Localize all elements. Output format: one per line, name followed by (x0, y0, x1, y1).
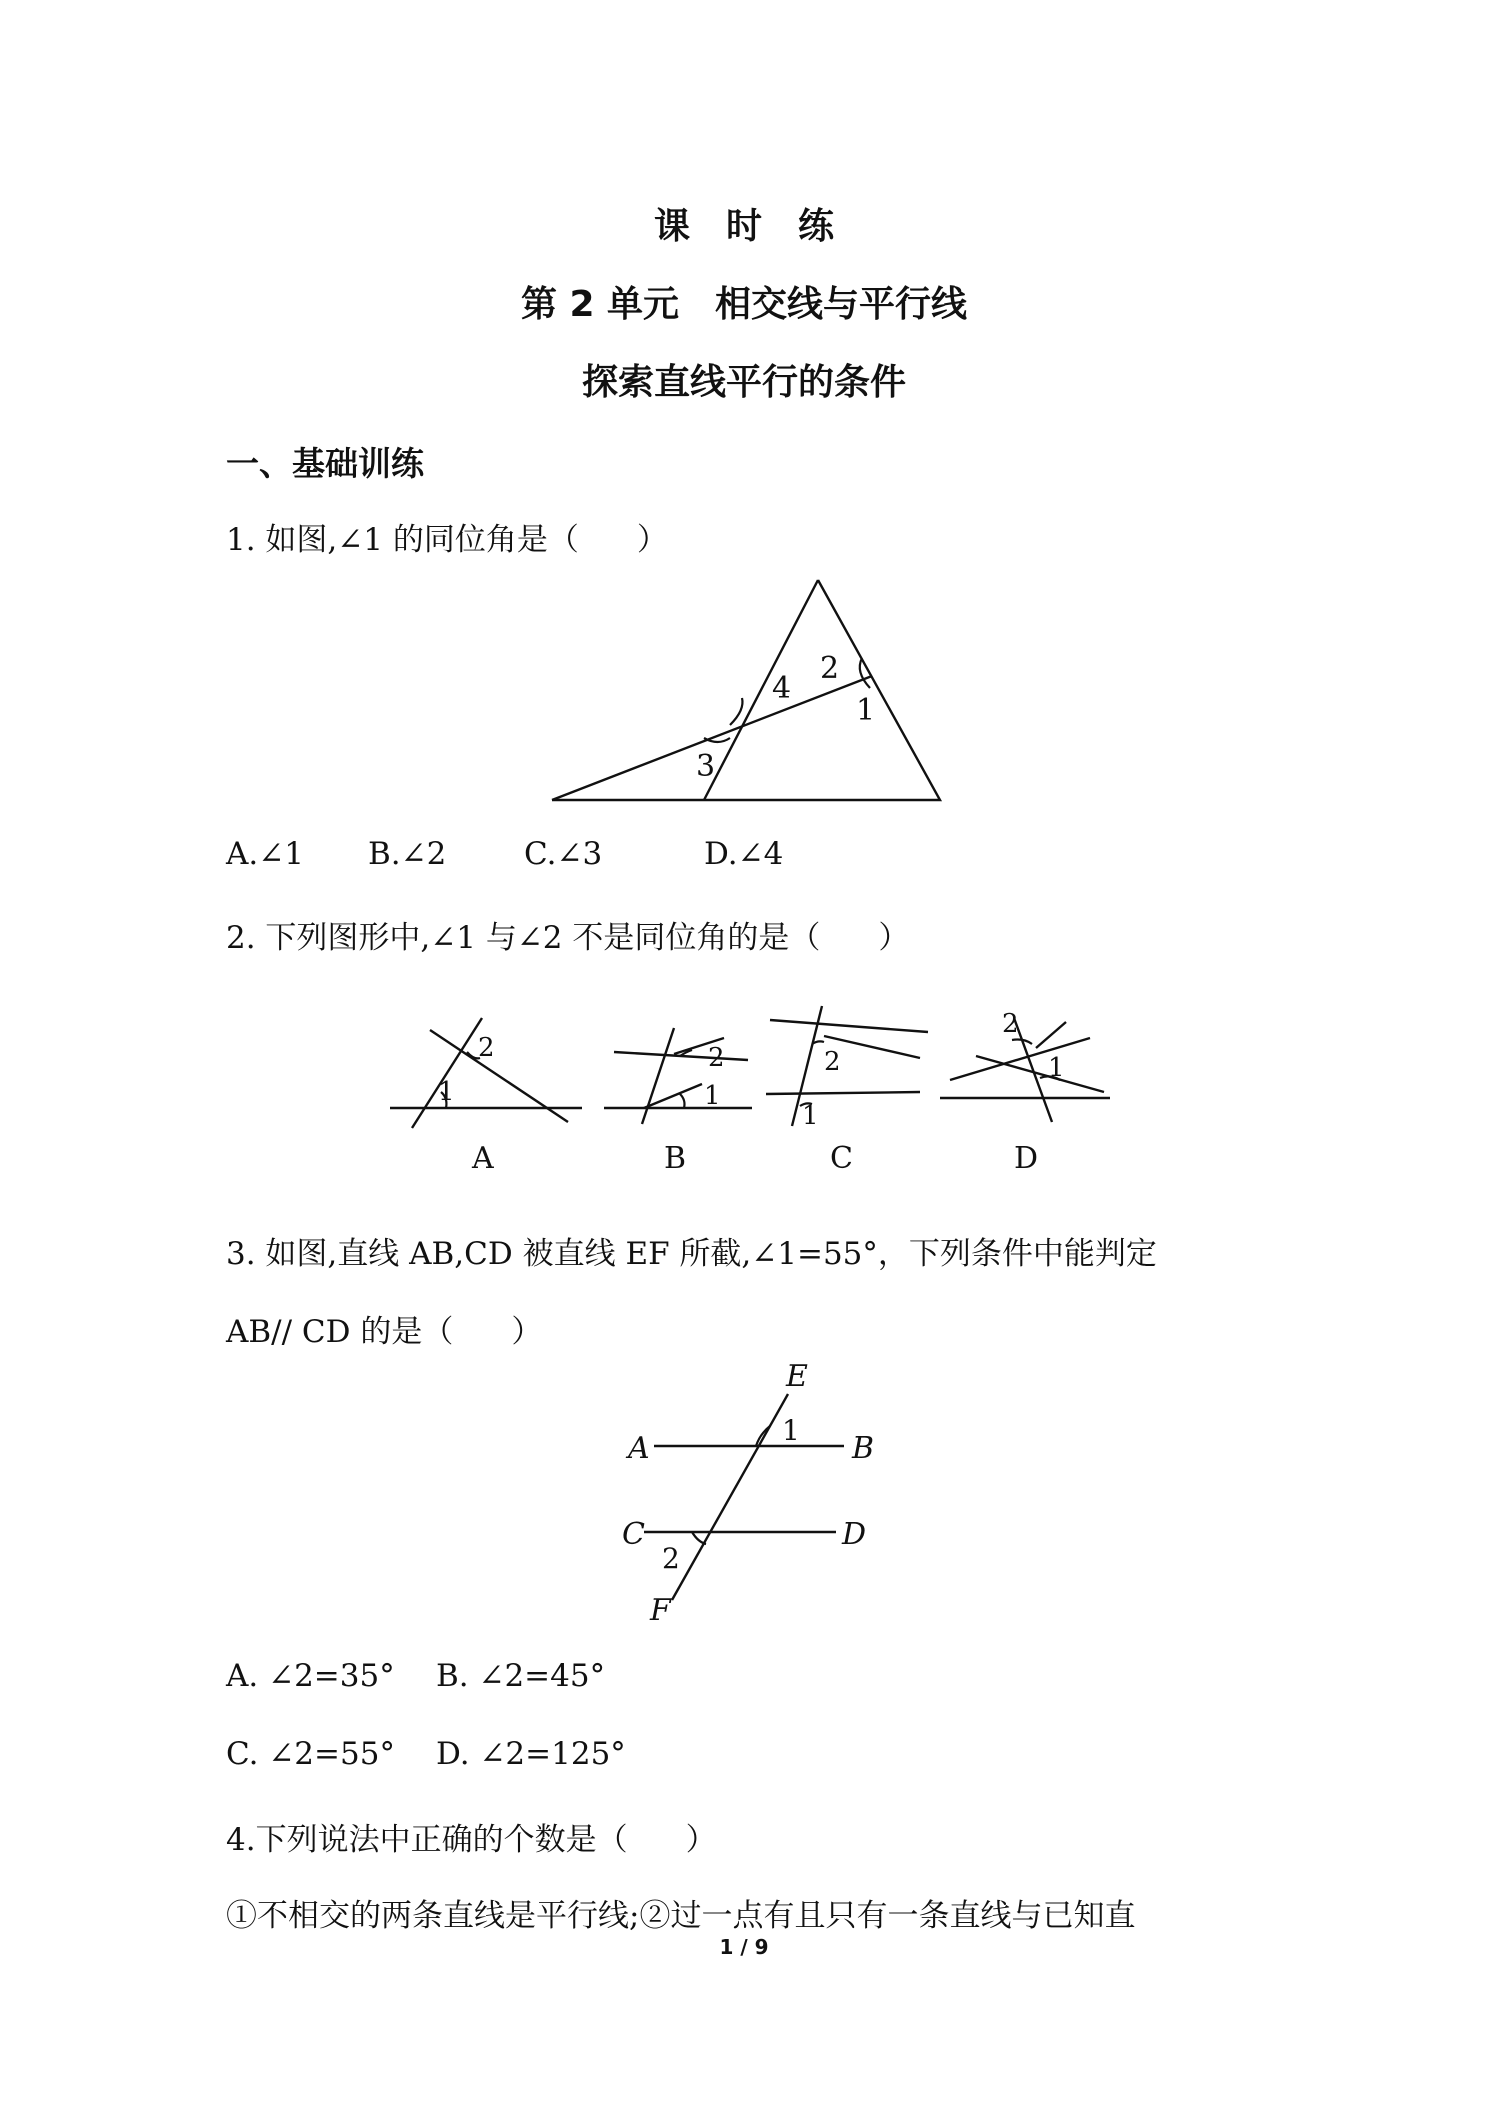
fig-c-label-1: 1 (802, 1101, 819, 1131)
question-4-line2: ①不相交的两条直线是平行线;②过一点有且只有一条直线与已知直 (226, 1898, 1136, 1934)
triangle-outline (552, 580, 940, 800)
fig-d-label-2: 2 (1002, 1009, 1019, 1039)
q3-option-a[interactable]: A. ∠2=35° (226, 1658, 395, 1694)
label-3: 3 (696, 749, 716, 784)
question-1-stem: 1. 如图,∠1 的同位角是（ ） (226, 522, 668, 558)
question-2-figure-c (762, 1000, 962, 1180)
question-2-figure-d (940, 1000, 1140, 1180)
fig-a-label-1: 1 (438, 1077, 455, 1107)
angle-1-label: 1 (782, 1414, 800, 1447)
fig-c-caption: C (830, 1141, 853, 1176)
label-2: 2 (820, 651, 840, 686)
label-4: 4 (772, 671, 792, 706)
point-a: A (628, 1431, 650, 1466)
q3-option-b[interactable]: B. ∠2=45° (436, 1658, 606, 1694)
point-d: D (842, 1517, 867, 1552)
question-3-stem-line1: 3. 如图,直线 AB,CD 被直线 EF 所截,∠1=55°，下列条件中能判定 (226, 1236, 1157, 1272)
fig-b-label-2: 2 (708, 1043, 725, 1073)
q1-option-b[interactable]: B.∠2 (368, 836, 447, 872)
point-f: F (650, 1593, 671, 1628)
question-2-stem: 2. 下列图形中,∠1 与∠2 不是同位角的是（ ） (226, 920, 910, 956)
q3-option-c[interactable]: C. ∠2=55° (226, 1736, 395, 1772)
doc-title: 课 时 练 (653, 206, 834, 247)
point-c: C (622, 1517, 645, 1552)
fig-d-label-1: 1 (1048, 1053, 1065, 1083)
angle-2-arc (692, 1532, 706, 1544)
fig-d-caption: D (1014, 1141, 1039, 1176)
angle-2-label: 2 (662, 1542, 680, 1575)
fig-c-label-2: 2 (824, 1047, 841, 1077)
q3-option-d[interactable]: D. ∠2=125° (436, 1736, 626, 1772)
question-3-stem-line2: AB// CD 的是（ ） (226, 1314, 543, 1350)
left-side (704, 580, 818, 800)
page-number: 1 / 9 (719, 1935, 769, 1959)
label-1: 1 (856, 693, 876, 728)
fig-b-label-1: 1 (704, 1081, 721, 1111)
angle-4-arc (730, 698, 743, 725)
fig-a-caption: A (472, 1141, 494, 1176)
point-e: E (786, 1359, 808, 1394)
question-3-figure (614, 1359, 914, 1634)
q1-option-a[interactable]: A.∠1 (226, 836, 304, 872)
lesson-title: 探索直线平行的条件 (581, 362, 906, 403)
question-2-figure-a (386, 1000, 586, 1180)
fig-a-label-2: 2 (478, 1033, 495, 1063)
section-heading: 一、基础训练 (226, 444, 424, 483)
line-ef (672, 1394, 788, 1600)
question-1-figure (540, 570, 960, 810)
question-4-stem: 4.下列说法中正确的个数是（ ） (226, 1822, 717, 1858)
point-b: B (852, 1431, 875, 1466)
q1-option-d[interactable]: D.∠4 (704, 836, 784, 872)
unit-title: 第 2 单元 相交线与平行线 (520, 284, 968, 325)
q1-option-c[interactable]: C.∠3 (524, 836, 603, 872)
fig-b-caption: B (664, 1141, 687, 1176)
